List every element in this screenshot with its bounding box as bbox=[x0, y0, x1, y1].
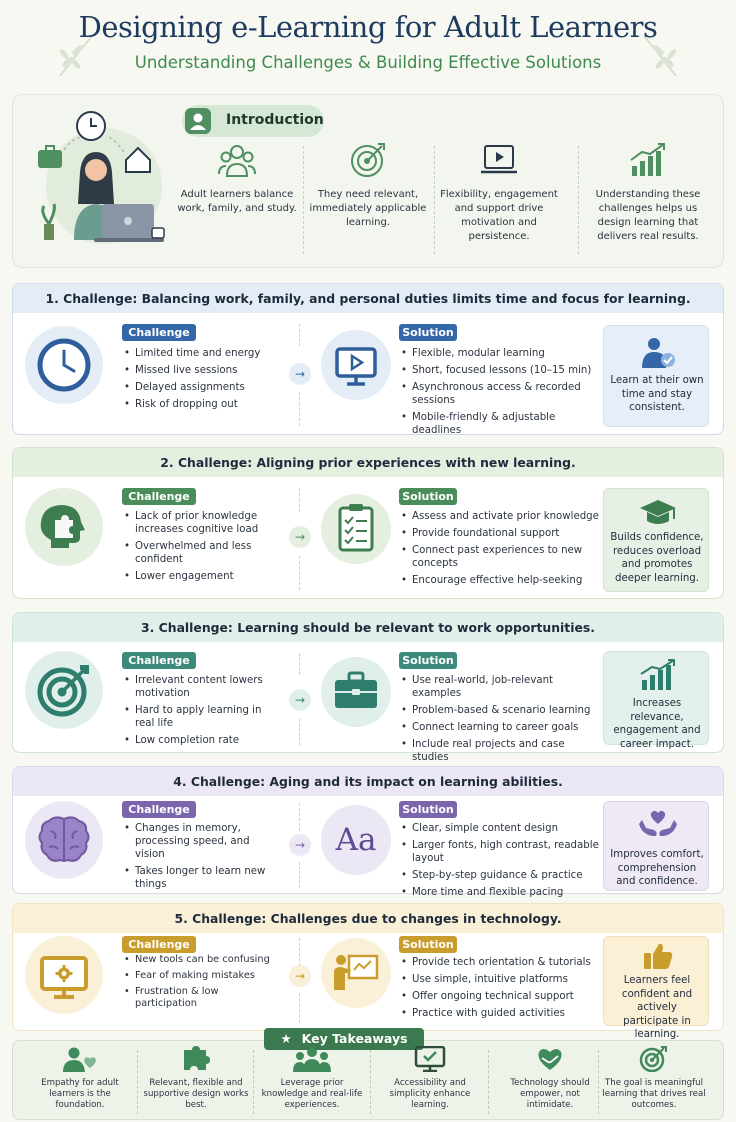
list-item: • More time and flexible pacing bbox=[398, 886, 603, 899]
list-item: • Encourage effective help-seeking bbox=[398, 574, 603, 587]
divider bbox=[488, 1050, 489, 1114]
list-item: • Overwhelmed and less confident bbox=[121, 540, 281, 566]
list-item: • Connect learning to career goals bbox=[398, 721, 603, 734]
list-item: • Provide tech orientation & tutorials bbox=[398, 956, 603, 969]
divider bbox=[303, 146, 304, 254]
arrow-right-icon: → bbox=[289, 689, 311, 711]
graduation-cap-icon bbox=[638, 497, 678, 527]
solution-tag: Solution bbox=[399, 801, 457, 818]
list-item: • Practice with guided activities bbox=[398, 1007, 603, 1020]
divider bbox=[299, 719, 300, 745]
thumbs-up-icon bbox=[642, 941, 674, 971]
list-item: • New tools can be confusing bbox=[121, 954, 281, 966]
list-item: • Assess and activate prior knowledge bbox=[398, 510, 603, 523]
target-icon bbox=[634, 1046, 674, 1072]
challenge-tag: Challenge bbox=[122, 801, 196, 818]
list-item: • Use simple, intuitive platforms bbox=[398, 973, 603, 986]
laptop-play-icon bbox=[479, 142, 519, 178]
list-item: • Fear of making mistakes bbox=[121, 970, 281, 982]
solution-tag: Solution bbox=[399, 652, 457, 669]
divider bbox=[299, 653, 300, 675]
list-item: • Mobile-friendly & adjustable deadlines bbox=[398, 411, 603, 437]
monitor-play-icon bbox=[321, 330, 391, 400]
solution-tag: Solution bbox=[399, 936, 457, 953]
solution-tag: Solution bbox=[399, 488, 457, 505]
outcome-box: Increases relevance, engagement and career impact. bbox=[603, 651, 709, 745]
challenge-tag: Challenge bbox=[122, 488, 196, 505]
checklist-icon bbox=[321, 494, 391, 564]
divider bbox=[299, 392, 300, 426]
arrow-right-icon: → bbox=[289, 834, 311, 856]
list-item: • Short, focused lessons (10–15 min) bbox=[398, 364, 603, 377]
page-subtitle: Understanding Challenges & Building Effective Solutions bbox=[134, 53, 602, 72]
list-item: • Takes longer to learn new things bbox=[121, 865, 281, 891]
section-title: 3. Challenge: Learning should be relevant to work opportunities. bbox=[13, 613, 723, 642]
font-icon: Aa bbox=[321, 805, 391, 875]
empathy-icon bbox=[60, 1046, 100, 1072]
challenge-tag: Challenge bbox=[122, 324, 196, 341]
divider bbox=[598, 1050, 599, 1114]
arrow-right-icon: → bbox=[289, 965, 311, 987]
list-item: • Flexible, modular learning bbox=[398, 347, 603, 360]
divider bbox=[137, 1050, 138, 1114]
learner-check-icon bbox=[640, 336, 676, 370]
challenge-tag: Challenge bbox=[122, 652, 196, 669]
list-item: • Connect past experiences to new concepts bbox=[398, 544, 603, 570]
outcome-box: Builds confidence, reduces overload and promotes deeper learning. bbox=[603, 488, 709, 592]
list-item: • Irrelevant content lowers motivation bbox=[121, 674, 281, 700]
challenge-list bbox=[121, 822, 281, 895]
list-item: • Clear, simple content design bbox=[398, 822, 603, 835]
solution-list bbox=[398, 956, 603, 1024]
target-icon bbox=[25, 651, 103, 729]
list-item: • Limited time and energy bbox=[121, 347, 281, 360]
divider bbox=[299, 803, 300, 831]
divider bbox=[299, 324, 300, 346]
challenge-section-3 bbox=[12, 612, 724, 763]
list-item: • Low completion rate bbox=[121, 734, 281, 747]
challenge-list bbox=[121, 510, 281, 587]
challenge-section-2 bbox=[12, 447, 724, 599]
solution-list bbox=[398, 510, 603, 591]
divider bbox=[299, 993, 300, 1023]
star-icon: ★ bbox=[280, 1031, 292, 1046]
arrow-right-icon: → bbox=[289, 526, 311, 548]
divider bbox=[434, 146, 435, 254]
briefcase-icon bbox=[321, 657, 391, 727]
section-title: 1. Challenge: Balancing work, family, and personal duties limits time and focus for learning. bbox=[13, 284, 723, 313]
divider bbox=[299, 488, 300, 512]
list-item: • Include real projects and case studies bbox=[398, 738, 603, 764]
list-item: • Problem-based & scenario learning bbox=[398, 704, 603, 717]
list-item: • Frustration & low participation bbox=[121, 986, 281, 1010]
list-item: • Delayed assignments bbox=[121, 381, 281, 394]
section-title: 4. Challenge: Aging and its impact on learning abilities. bbox=[13, 767, 723, 796]
list-item: • Changes in memory, processing speed, and vision bbox=[121, 822, 281, 861]
intro-item: Understanding these challenges helps us design learning that delivers real results. bbox=[588, 142, 708, 244]
woman-laptop-illustration bbox=[34, 108, 184, 248]
head-puzzle-icon bbox=[25, 488, 103, 566]
takeaway-item: Technology should empower, not intimidate. bbox=[496, 1046, 604, 1111]
solution-list bbox=[398, 822, 603, 903]
divider bbox=[299, 862, 300, 888]
solution-tag: Solution bbox=[399, 324, 457, 341]
challenge-tag: Challenge bbox=[122, 936, 196, 953]
list-item: • Use real-world, job-relevant examples bbox=[398, 674, 603, 700]
divider bbox=[253, 1050, 254, 1114]
takeaway-item: Relevant, flexible and supportive design works best. bbox=[142, 1046, 250, 1111]
takeaway-item: Accessibility and simplicity enhance learning. bbox=[376, 1046, 484, 1111]
takeaway-item: Leverage prior knowledge and real-life experiences. bbox=[258, 1046, 366, 1111]
takeaway-item: The goal is meaningful learning that drives real outcomes. bbox=[600, 1046, 708, 1111]
list-item: • Risk of dropping out bbox=[121, 398, 281, 411]
introduction-label: Introduction bbox=[182, 105, 324, 137]
list-item: • Hard to apply learning in real life bbox=[121, 704, 281, 730]
handshake-icon bbox=[530, 1046, 570, 1072]
growth-chart-icon bbox=[638, 658, 678, 692]
list-item: • Missed live sessions bbox=[121, 364, 281, 377]
solution-list bbox=[398, 347, 603, 441]
list-item: • Offer ongoing technical support bbox=[398, 990, 603, 1003]
monitor-gear-icon bbox=[25, 936, 103, 1014]
takeaway-item: Empathy for adult learners is the foundation. bbox=[26, 1046, 134, 1111]
group-icon bbox=[292, 1046, 332, 1072]
hands-heart-icon bbox=[636, 808, 680, 840]
list-item: • Lower engagement bbox=[121, 570, 281, 583]
section-title: 2. Challenge: Aligning prior experiences with new learning. bbox=[13, 448, 723, 477]
list-item: • Larger fonts, high contrast, readable layout bbox=[398, 839, 603, 865]
divider bbox=[370, 1050, 371, 1114]
person-icon bbox=[185, 108, 211, 134]
key-takeaways-label: ★ Key Takeaways bbox=[264, 1028, 424, 1050]
challenge-list bbox=[121, 954, 281, 1014]
list-item: • Step-by-step guidance & practice bbox=[398, 869, 603, 882]
page-title: Designing e-Learning for Adult Learners bbox=[78, 10, 658, 44]
divider bbox=[299, 938, 300, 966]
divider bbox=[578, 146, 579, 254]
list-item: • Asynchronous access & recorded sessions bbox=[398, 381, 603, 407]
solution-list bbox=[398, 674, 603, 768]
challenge-list bbox=[121, 674, 281, 751]
challenge-section-4 bbox=[12, 766, 724, 898]
teacher-board-icon bbox=[321, 938, 391, 1008]
intro-item: Adult learners balance work, family, and study. bbox=[177, 142, 297, 216]
divider bbox=[299, 556, 300, 590]
section-title: 5. Challenge: Challenges due to changes in technology. bbox=[13, 904, 723, 933]
outcome-box: Improves comfort, comprehension and confidence. bbox=[603, 801, 709, 891]
outcome-box: Learn at their own time and stay consistent. bbox=[603, 325, 709, 427]
growth-chart-icon bbox=[628, 142, 668, 178]
brain-icon bbox=[25, 801, 103, 879]
clock-icon bbox=[25, 326, 103, 404]
challenge-list bbox=[121, 347, 281, 415]
intro-item: They need relevant, immediately applicable learning. bbox=[308, 142, 428, 230]
challenge-section-1 bbox=[12, 283, 724, 435]
arrow-right-icon: → bbox=[289, 363, 311, 385]
monitor-check-icon bbox=[410, 1046, 450, 1072]
intro-item: Flexibility, engagement and support drive motivation and persistence. bbox=[439, 142, 559, 244]
outcome-box: Learners feel confident and actively participate in learning. bbox=[603, 936, 709, 1026]
people-group-icon bbox=[217, 142, 257, 178]
list-item: • Lack of prior knowledge increases cognitive load bbox=[121, 510, 281, 536]
list-item: • Provide foundational support bbox=[398, 527, 603, 540]
puzzle-icon bbox=[176, 1046, 216, 1072]
target-icon bbox=[348, 142, 388, 178]
